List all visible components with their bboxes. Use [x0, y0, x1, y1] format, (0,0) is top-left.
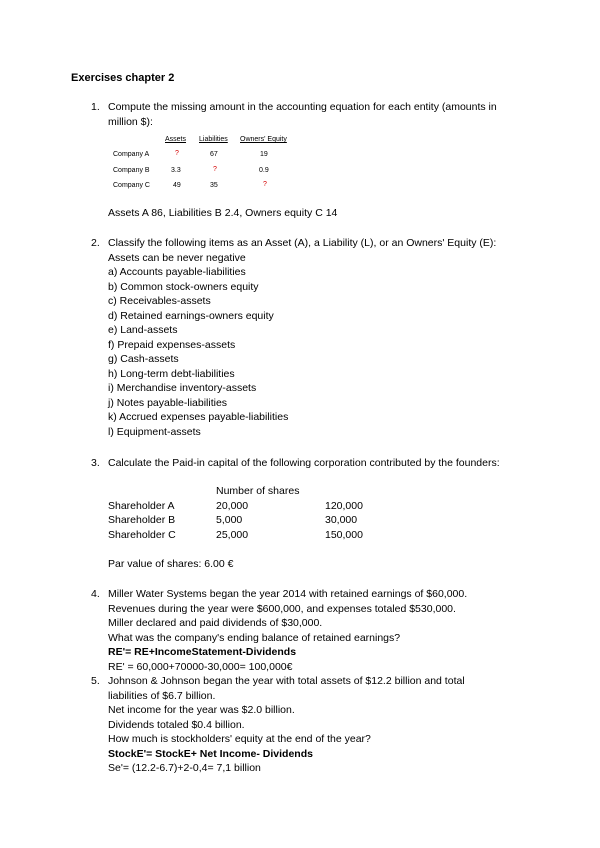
- question-text: liabilities of $6.7 billion.: [108, 689, 216, 702]
- list-item: e) Land-assets: [108, 324, 178, 336]
- table-cell: 49: [173, 182, 181, 189]
- question-text: Calculate the Paid-in capital of the following corporation contributed by the founders:: [108, 457, 500, 469]
- table-cell-missing: ?: [263, 181, 267, 188]
- column-header: Number of shares: [216, 485, 300, 497]
- shares-value: 150,000: [325, 528, 363, 541]
- question-number: 3.: [91, 457, 100, 469]
- shares-value: 120,000: [325, 499, 363, 512]
- list-item: b) Common stock-owners equity: [108, 280, 259, 293]
- table-cell: 19: [260, 151, 268, 158]
- question-text: million $):: [108, 115, 153, 128]
- list-item: g) Cash-assets: [108, 353, 179, 365]
- formula-text: RE'= RE+IncomeStatement-Dividends: [108, 646, 297, 658]
- question-text: Net income for the year was $2.0 billion.: [108, 704, 295, 716]
- answer-text: Assets A 86, Liabilities B 2.4, Owners equity C 14: [108, 207, 338, 219]
- table-cell: 35: [210, 182, 218, 189]
- list-item: a) Accounts payable-liabilities: [108, 266, 246, 278]
- table-row-label: Company C: [113, 182, 150, 189]
- shares-count: 20,000: [216, 499, 249, 512]
- table-row-label: Company B: [113, 167, 150, 174]
- question-number: 4.: [91, 588, 100, 600]
- list-item: d) Retained earnings-owners equity: [108, 309, 274, 322]
- shares-value: 30,000: [325, 514, 358, 526]
- list-item: l) Equipment-assets: [108, 425, 201, 438]
- par-value-text: Par value of shares: 6.00 €: [108, 558, 234, 570]
- table-header: Liabilities: [199, 136, 228, 143]
- question-text: How much is stockholders' equity at the end of the year?: [108, 733, 371, 745]
- shareholder-name: Shareholder A: [108, 499, 175, 512]
- shares-count: 5,000: [216, 514, 243, 526]
- table-cell: 67: [210, 151, 218, 158]
- question-text: Miller Water Systems began the year 2014 with retained earnings of $60,000.: [108, 588, 468, 600]
- question-text: Miller declared and paid dividends of $30,000.: [108, 617, 323, 629]
- question-text: Dividends totaled $0.4 billion.: [108, 718, 245, 731]
- question-number: 2.: [91, 237, 100, 249]
- question-number: 1.: [91, 101, 100, 113]
- table-row-label: Company A: [113, 151, 150, 158]
- list-item: f) Prepaid expenses-assets: [108, 338, 236, 351]
- table-cell-missing: ?: [175, 150, 179, 157]
- question-text: Revenues during the year were $600,000, and expenses totaled $530,000.: [108, 602, 456, 615]
- note-text: Assets can be never negative: [108, 251, 246, 264]
- answer-text: RE' = 60,000+70000-30,000= 100,000€: [108, 660, 293, 673]
- question-text: Classify the following items as an Asset (A), a Liability (L), or an Owners' Equity (E):: [108, 237, 497, 249]
- list-item: i) Merchandise inventory-assets: [108, 382, 257, 394]
- question-text: What was the company's ending balance of retained earnings?: [108, 631, 401, 644]
- table-cell: 0.9: [259, 167, 269, 174]
- list-item: k) Accrued expenses payable-liabilities: [108, 411, 289, 423]
- table-cell-missing: ?: [213, 166, 217, 173]
- shareholder-name: Shareholder C: [108, 528, 176, 541]
- question-text: Johnson & Johnson began the year with total assets of $12.2 billion and total: [108, 675, 465, 687]
- question-text: Compute the missing amount in the accounting equation for each entity (amounts in: [108, 101, 497, 113]
- list-item: h) Long-term debt-liabilities: [108, 367, 235, 380]
- table-header: Owners' Equity: [240, 136, 287, 143]
- shareholder-name: Shareholder B: [108, 514, 176, 526]
- answer-text: Se'= (12.2-6.7)+2-0,4= 7,1 billion: [108, 762, 261, 774]
- formula-text: StockE'= StockE+ Net Income- Dividends: [108, 747, 313, 760]
- list-item: c) Receivables-assets: [108, 295, 211, 307]
- table-header: Assets: [165, 136, 187, 143]
- shares-count: 25,000: [216, 528, 249, 541]
- list-item: j) Notes payable-liabilities: [108, 396, 228, 409]
- table-cell: 3.3: [171, 167, 181, 174]
- question-number: 5.: [91, 675, 100, 687]
- document-title: Exercises chapter 2: [71, 72, 175, 84]
